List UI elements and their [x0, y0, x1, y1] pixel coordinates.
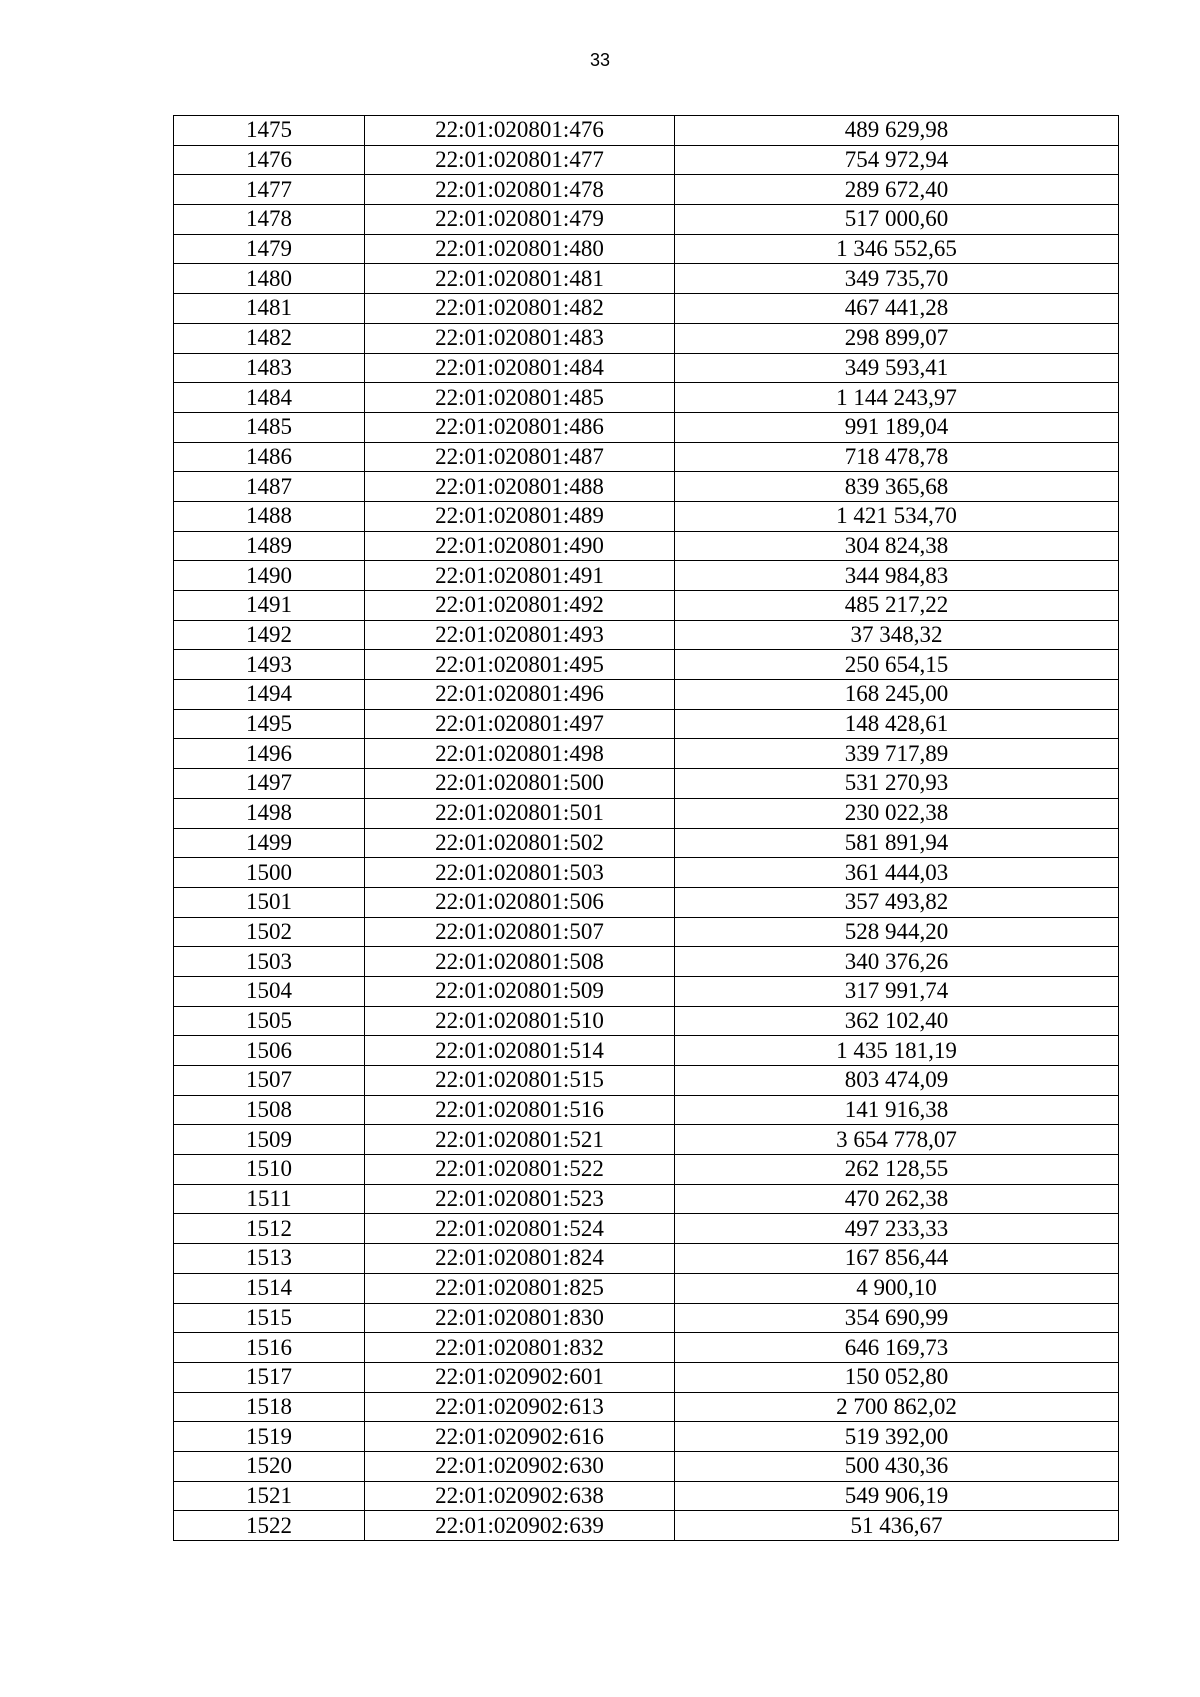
cadastral-number-cell: 22:01:020801:514 [365, 1036, 675, 1066]
cadastral-number-cell: 22:01:020801:501 [365, 798, 675, 828]
table-row [174, 680, 1119, 710]
cadastral-number-cell: 22:01:020801:509 [365, 976, 675, 1006]
row-number-cell: 1520 [174, 1451, 365, 1481]
row-number-cell: 1495 [174, 709, 365, 739]
table-row [174, 234, 1119, 264]
table-row [174, 1036, 1119, 1066]
value-cell: 718 478,78 [675, 442, 1119, 472]
value-cell: 1 144 243,97 [675, 383, 1119, 413]
cadastral-number-cell: 22:01:020801:489 [365, 501, 675, 531]
page-number: 33 [589, 50, 611, 70]
cadastral-number-cell: 22:01:020801:490 [365, 531, 675, 561]
value-cell: 646 169,73 [675, 1333, 1119, 1363]
cadastral-number-cell: 22:01:020801:482 [365, 294, 675, 324]
value-cell: 528 944,20 [675, 917, 1119, 947]
cadastral-number-cell: 22:01:020801:506 [365, 887, 675, 917]
cadastral-number-cell: 22:01:020902:630 [365, 1451, 675, 1481]
value-cell: 349 593,41 [675, 353, 1119, 383]
row-number-cell: 1517 [174, 1362, 365, 1392]
value-cell: 317 991,74 [675, 976, 1119, 1006]
row-number-cell: 1500 [174, 858, 365, 888]
cadastral-number-cell: 22:01:020801:497 [365, 709, 675, 739]
table-row [174, 739, 1119, 769]
value-cell: 1 435 181,19 [675, 1036, 1119, 1066]
row-number-cell: 1486 [174, 442, 365, 472]
cadastral-number-cell: 22:01:020801:498 [365, 739, 675, 769]
value-cell: 991 189,04 [675, 412, 1119, 442]
cadastral-number-cell: 22:01:020801:486 [365, 412, 675, 442]
value-cell: 354 690,99 [675, 1303, 1119, 1333]
cadastral-number-cell: 22:01:020801:481 [365, 264, 675, 294]
row-number-cell: 1507 [174, 1066, 365, 1096]
row-number-cell: 1485 [174, 412, 365, 442]
table-row [174, 1422, 1119, 1452]
row-number-cell: 1497 [174, 769, 365, 799]
row-number-cell: 1489 [174, 531, 365, 561]
value-cell: 304 824,38 [675, 531, 1119, 561]
table-row [174, 472, 1119, 502]
table-row [174, 1244, 1119, 1274]
cadastral-number-cell: 22:01:020902:601 [365, 1362, 675, 1392]
value-cell: 148 428,61 [675, 709, 1119, 739]
value-cell: 549 906,19 [675, 1481, 1119, 1511]
row-number-cell: 1504 [174, 976, 365, 1006]
table-row [174, 1214, 1119, 1244]
cadastral-number-cell: 22:01:020801:502 [365, 828, 675, 858]
table-row [174, 828, 1119, 858]
table-row [174, 501, 1119, 531]
cadastral-number-cell: 22:01:020801:492 [365, 591, 675, 621]
row-number-cell: 1477 [174, 175, 365, 205]
cadastral-number-cell: 22:01:020801:524 [365, 1214, 675, 1244]
row-number-cell: 1492 [174, 620, 365, 650]
value-cell: 361 444,03 [675, 858, 1119, 888]
table-row [174, 175, 1119, 205]
cadastral-number-cell: 22:01:020801:488 [365, 472, 675, 502]
value-cell: 250 654,15 [675, 650, 1119, 680]
value-cell: 51 436,67 [675, 1511, 1119, 1541]
row-number-cell: 1513 [174, 1244, 365, 1274]
cadastral-number-cell: 22:01:020801:825 [365, 1273, 675, 1303]
table-row [174, 798, 1119, 828]
row-number-cell: 1480 [174, 264, 365, 294]
value-cell: 3 654 778,07 [675, 1125, 1119, 1155]
value-cell: 754 972,94 [675, 145, 1119, 175]
row-number-cell: 1501 [174, 887, 365, 917]
table-row [174, 1006, 1119, 1036]
cadastral-number-cell: 22:01:020801:479 [365, 205, 675, 235]
row-number-cell: 1503 [174, 947, 365, 977]
cadastral-number-cell: 22:01:020801:483 [365, 323, 675, 353]
cadastral-number-cell: 22:01:020902:639 [365, 1511, 675, 1541]
cadastral-number-cell: 22:01:020801:507 [365, 917, 675, 947]
cadastral-number-cell: 22:01:020801:508 [365, 947, 675, 977]
value-cell: 357 493,82 [675, 887, 1119, 917]
value-cell: 37 348,32 [675, 620, 1119, 650]
row-number-cell: 1491 [174, 591, 365, 621]
row-number-cell: 1519 [174, 1422, 365, 1452]
row-number-cell: 1518 [174, 1392, 365, 1422]
table-row [174, 1125, 1119, 1155]
value-cell: 150 052,80 [675, 1362, 1119, 1392]
cadastral-number-cell: 22:01:020801:523 [365, 1184, 675, 1214]
table-row [174, 620, 1119, 650]
row-number-cell: 1479 [174, 234, 365, 264]
cadastral-number-cell: 22:01:020902:613 [365, 1392, 675, 1422]
value-cell: 141 916,38 [675, 1095, 1119, 1125]
table-row [174, 294, 1119, 324]
value-cell: 581 891,94 [675, 828, 1119, 858]
value-cell: 344 984,83 [675, 561, 1119, 591]
cadastral-number-cell: 22:01:020801:485 [365, 383, 675, 413]
row-number-cell: 1502 [174, 917, 365, 947]
row-number-cell: 1484 [174, 383, 365, 413]
value-cell: 339 717,89 [675, 739, 1119, 769]
row-number-cell: 1487 [174, 472, 365, 502]
row-number-cell: 1476 [174, 145, 365, 175]
row-number-cell: 1483 [174, 353, 365, 383]
value-cell: 485 217,22 [675, 591, 1119, 621]
table-row [174, 1155, 1119, 1185]
table-row [174, 650, 1119, 680]
row-number-cell: 1511 [174, 1184, 365, 1214]
row-number-cell: 1481 [174, 294, 365, 324]
row-number-cell: 1475 [174, 116, 365, 146]
table-row [174, 442, 1119, 472]
cadastral-number-cell: 22:01:020801:824 [365, 1244, 675, 1274]
row-number-cell: 1488 [174, 501, 365, 531]
value-cell: 167 856,44 [675, 1244, 1119, 1274]
row-number-cell: 1515 [174, 1303, 365, 1333]
table-row [174, 1362, 1119, 1392]
table-row [174, 887, 1119, 917]
cadastral-number-cell: 22:01:020801:522 [365, 1155, 675, 1185]
table-row [174, 561, 1119, 591]
row-number-cell: 1514 [174, 1273, 365, 1303]
cadastral-number-cell: 22:01:020801:484 [365, 353, 675, 383]
table-row [174, 917, 1119, 947]
table-row [174, 116, 1119, 146]
row-number-cell: 1493 [174, 650, 365, 680]
value-cell: 839 365,68 [675, 472, 1119, 502]
value-cell: 262 128,55 [675, 1155, 1119, 1185]
table-row [174, 531, 1119, 561]
row-number-cell: 1522 [174, 1511, 365, 1541]
table-row [174, 205, 1119, 235]
table-row [174, 947, 1119, 977]
value-cell: 340 376,26 [675, 947, 1119, 977]
cadastral-number-cell: 22:01:020801:496 [365, 680, 675, 710]
data-table [173, 115, 1119, 1541]
value-cell: 362 102,40 [675, 1006, 1119, 1036]
row-number-cell: 1521 [174, 1481, 365, 1511]
cadastral-number-cell: 22:01:020902:616 [365, 1422, 675, 1452]
row-number-cell: 1482 [174, 323, 365, 353]
row-number-cell: 1506 [174, 1036, 365, 1066]
value-cell: 803 474,09 [675, 1066, 1119, 1096]
table-row [174, 323, 1119, 353]
table-row [174, 1095, 1119, 1125]
value-cell: 517 000,60 [675, 205, 1119, 235]
cadastral-number-cell: 22:01:020902:638 [365, 1481, 675, 1511]
table-row [174, 353, 1119, 383]
table-row [174, 591, 1119, 621]
value-cell: 349 735,70 [675, 264, 1119, 294]
value-cell: 4 900,10 [675, 1273, 1119, 1303]
cadastral-number-cell: 22:01:020801:830 [365, 1303, 675, 1333]
value-cell: 531 270,93 [675, 769, 1119, 799]
value-cell: 1 346 552,65 [675, 234, 1119, 264]
value-cell: 2 700 862,02 [675, 1392, 1119, 1422]
table-row [174, 383, 1119, 413]
table-row [174, 1451, 1119, 1481]
table-row [174, 858, 1119, 888]
value-cell: 467 441,28 [675, 294, 1119, 324]
cadastral-number-cell: 22:01:020801:515 [365, 1066, 675, 1096]
table-row [174, 1184, 1119, 1214]
table-row [174, 264, 1119, 294]
table-row [174, 976, 1119, 1006]
table-row [174, 1303, 1119, 1333]
row-number-cell: 1499 [174, 828, 365, 858]
value-cell: 500 430,36 [675, 1451, 1119, 1481]
row-number-cell: 1496 [174, 739, 365, 769]
cadastral-number-cell: 22:01:020801:510 [365, 1006, 675, 1036]
table-row [174, 1066, 1119, 1096]
cadastral-number-cell: 22:01:020801:521 [365, 1125, 675, 1155]
cadastral-number-cell: 22:01:020801:500 [365, 769, 675, 799]
table-row [174, 412, 1119, 442]
row-number-cell: 1498 [174, 798, 365, 828]
row-number-cell: 1512 [174, 1214, 365, 1244]
cadastral-number-cell: 22:01:020801:487 [365, 442, 675, 472]
row-number-cell: 1494 [174, 680, 365, 710]
row-number-cell: 1510 [174, 1155, 365, 1185]
row-number-cell: 1516 [174, 1333, 365, 1363]
row-number-cell: 1509 [174, 1125, 365, 1155]
cadastral-number-cell: 22:01:020801:480 [365, 234, 675, 264]
table-body [174, 116, 1119, 1541]
value-cell: 1 421 534,70 [675, 501, 1119, 531]
table-row [174, 1511, 1119, 1541]
row-number-cell: 1505 [174, 1006, 365, 1036]
table-row [174, 1392, 1119, 1422]
row-number-cell: 1490 [174, 561, 365, 591]
cadastral-number-cell: 22:01:020801:493 [365, 620, 675, 650]
table-row [174, 769, 1119, 799]
value-cell: 470 262,38 [675, 1184, 1119, 1214]
table-row [174, 145, 1119, 175]
cadastral-number-cell: 22:01:020801:503 [365, 858, 675, 888]
cadastral-number-cell: 22:01:020801:476 [365, 116, 675, 146]
cadastral-number-cell: 22:01:020801:478 [365, 175, 675, 205]
table-row [174, 1273, 1119, 1303]
value-cell: 298 899,07 [675, 323, 1119, 353]
row-number-cell: 1478 [174, 205, 365, 235]
cadastral-number-cell: 22:01:020801:491 [365, 561, 675, 591]
table-row [174, 1481, 1119, 1511]
cadastral-number-cell: 22:01:020801:832 [365, 1333, 675, 1363]
value-cell: 489 629,98 [675, 116, 1119, 146]
table-row [174, 1333, 1119, 1363]
value-cell: 289 672,40 [675, 175, 1119, 205]
table-row [174, 709, 1119, 739]
cadastral-number-cell: 22:01:020801:516 [365, 1095, 675, 1125]
row-number-cell: 1508 [174, 1095, 365, 1125]
value-cell: 230 022,38 [675, 798, 1119, 828]
cadastral-number-cell: 22:01:020801:495 [365, 650, 675, 680]
value-cell: 497 233,33 [675, 1214, 1119, 1244]
value-cell: 519 392,00 [675, 1422, 1119, 1452]
cadastral-number-cell: 22:01:020801:477 [365, 145, 675, 175]
value-cell: 168 245,00 [675, 680, 1119, 710]
